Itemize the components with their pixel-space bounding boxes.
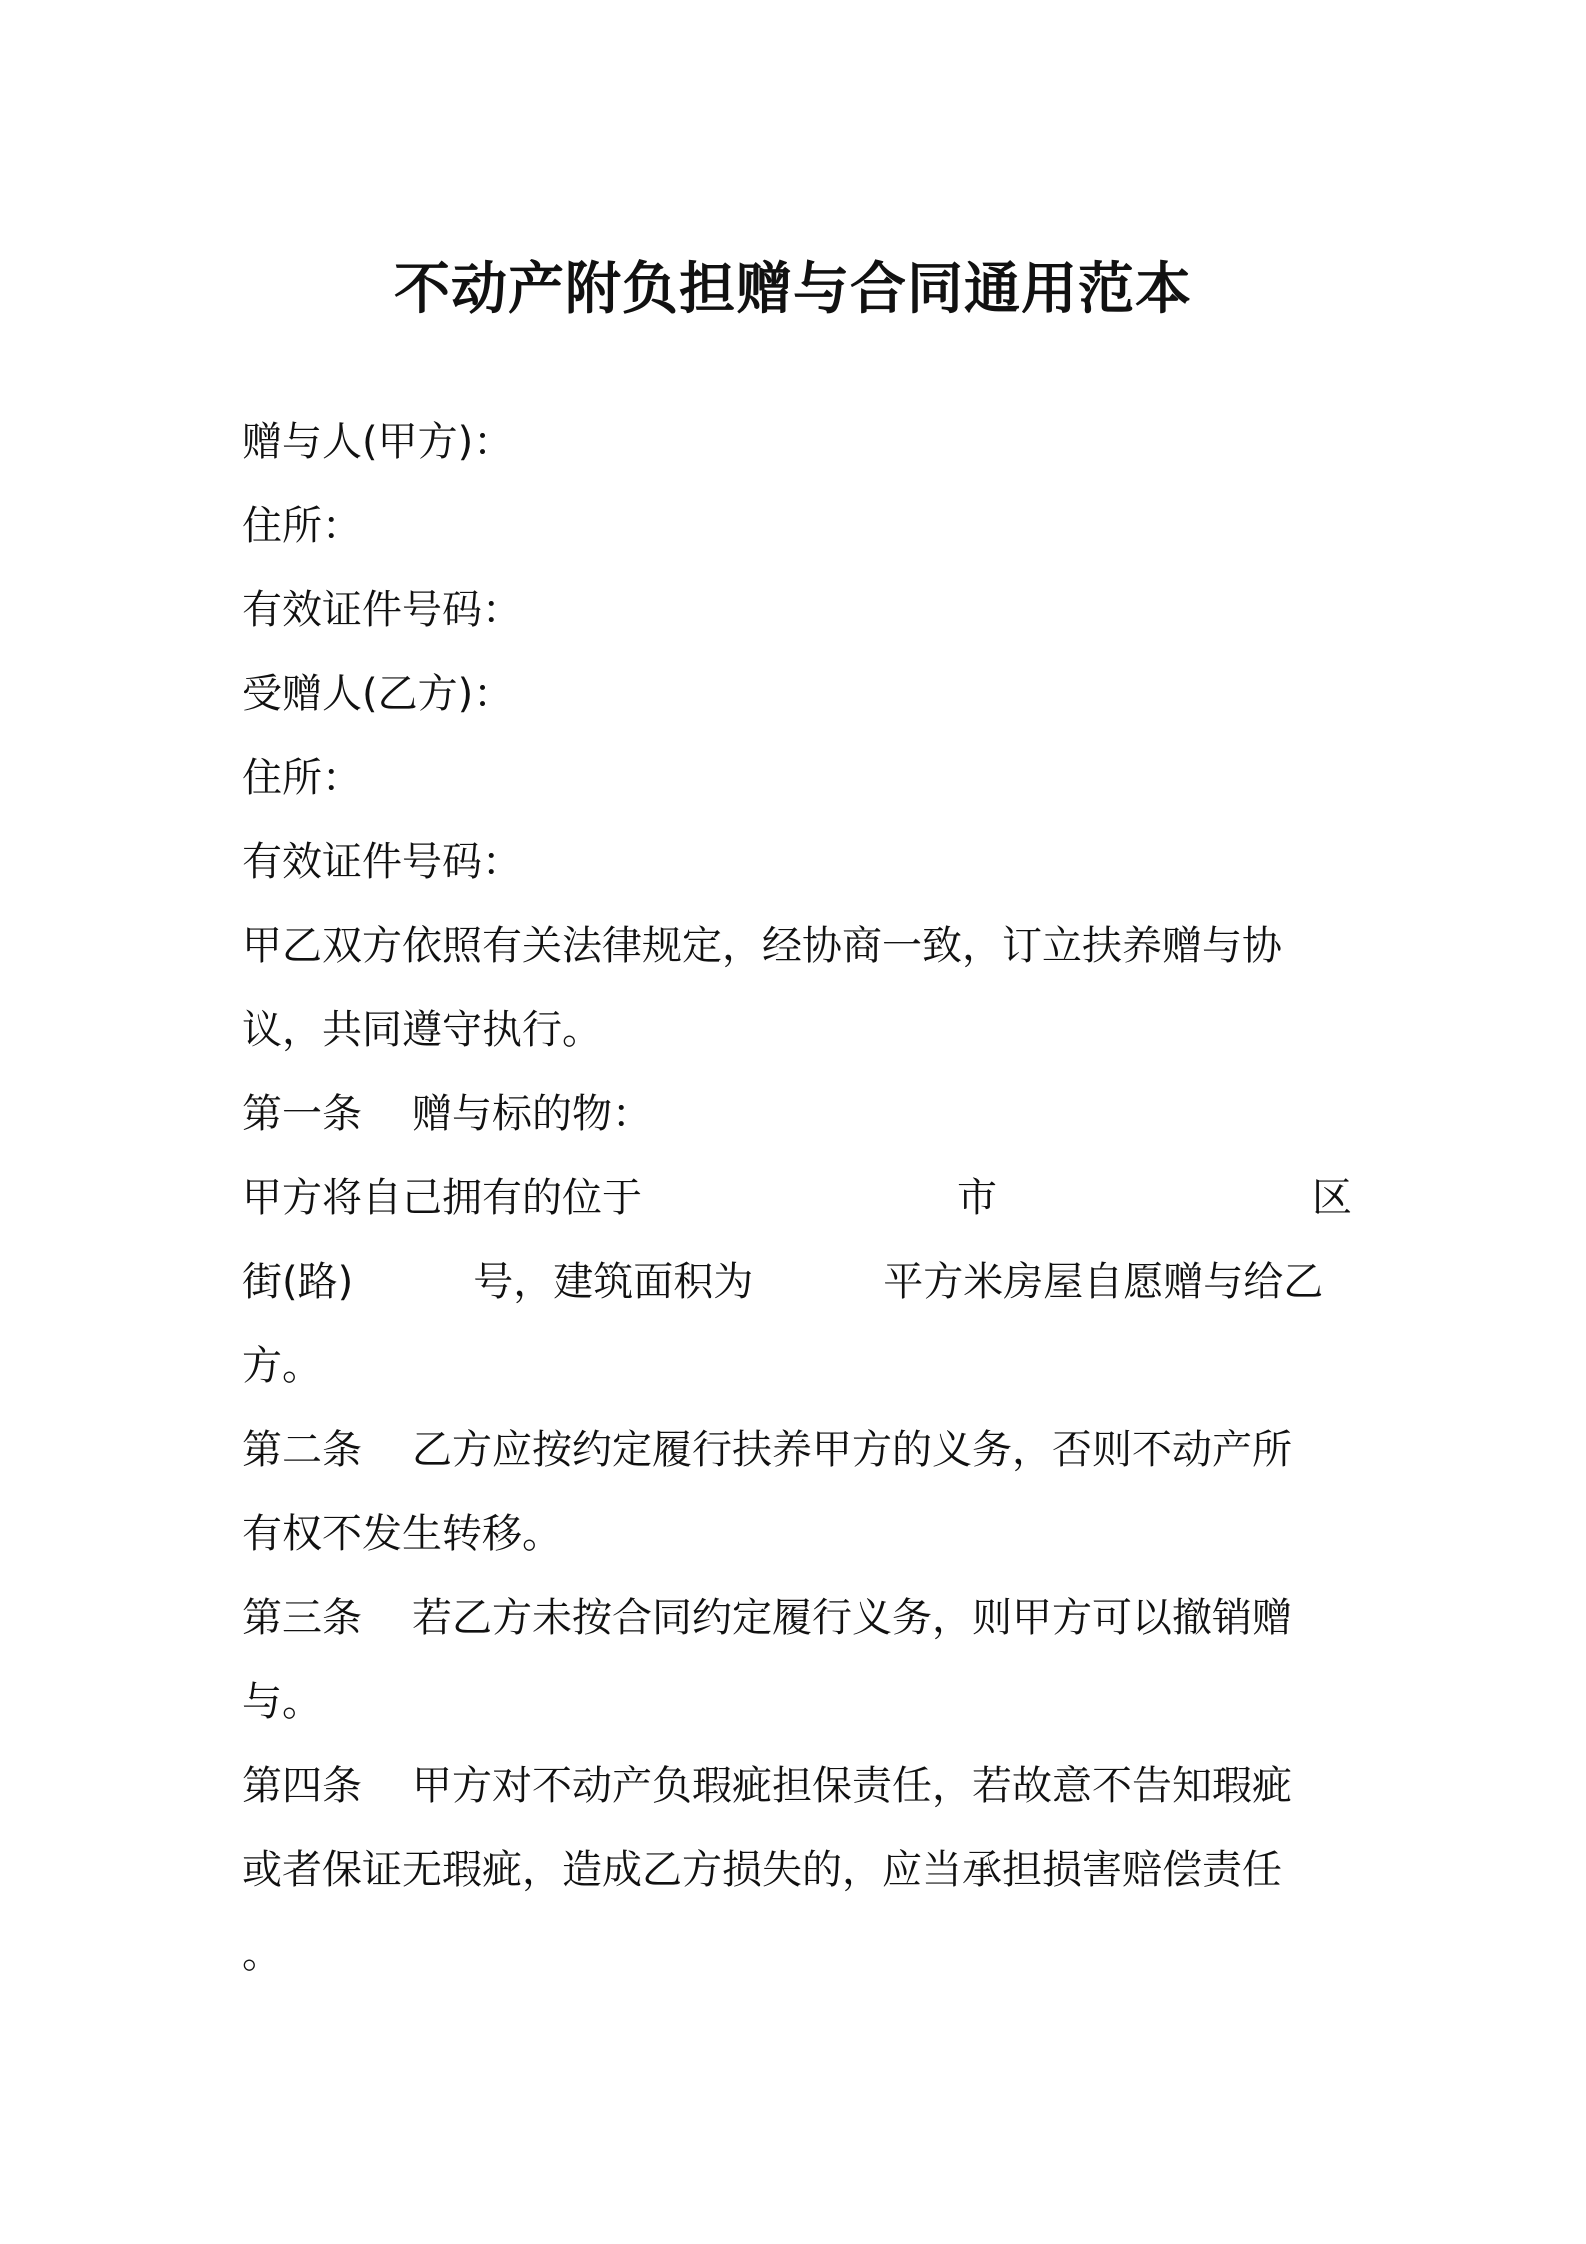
document-body <box>242 400 1352 1996</box>
article-4-number: 第四条 <box>242 1763 362 1809</box>
article-2-line-2: 有权不发生转移。 <box>242 1511 562 1557</box>
article-1-square-meter-text: 平方米房屋自愿赠与给乙 <box>883 1259 1324 1305</box>
article-1-title: 赠与标的物： <box>412 1091 652 1137</box>
article-1-line-3: 方。 <box>242 1343 322 1389</box>
article-1-district-text: 区 <box>1312 1175 1352 1221</box>
article-3-text: 若乙方未按合同约定履行义务，则甲方可以撤销赠 <box>412 1595 1292 1641</box>
article-3-line-1 <box>242 1576 1352 1660</box>
preamble-line-1: 甲乙双方依照有关法律规定，经协商一致，订立扶养赠与协 <box>242 923 1282 969</box>
article-2-text: 乙方应按约定履行扶养甲方的义务，否则不动产所 <box>412 1427 1292 1473</box>
document-title: 不动产附负担赠与合同通用范本 <box>394 257 1192 322</box>
article-1-street-text: 街(路) <box>242 1259 354 1305</box>
article-4-text: 甲方对不动产负瑕疵担保责任，若故意不告知瑕疵 <box>412 1763 1292 1809</box>
article-1-city-text: 市 <box>957 1175 997 1221</box>
donee-id-label: 有效证件号码： <box>242 839 522 885</box>
article-4-line-3: 。 <box>242 1931 282 1977</box>
article-4-line-2: 或者保证无瑕疵，造成乙方损失的，应当承担损害赔偿责任 <box>242 1847 1282 1893</box>
article-3-number: 第三条 <box>242 1595 362 1641</box>
article-1-line-2 <box>242 1240 1352 1324</box>
preamble-line-2: 议，共同遵守执行。 <box>242 1007 602 1053</box>
article-1-heading-line <box>242 1072 1352 1156</box>
donee-address-label: 住所： <box>242 755 362 801</box>
article-2-number: 第二条 <box>242 1427 362 1473</box>
article-2-line-1 <box>242 1408 1352 1492</box>
donor-id-label: 有效证件号码： <box>242 587 522 633</box>
article-1-area-text: 号，建筑面积为 <box>473 1259 754 1305</box>
article-1-location-text: 甲方将自己拥有的位于 <box>242 1175 642 1221</box>
article-1-line-1 <box>242 1156 1352 1240</box>
donor-label: 赠与人(甲方)： <box>242 419 514 465</box>
donor-address-label: 住所： <box>242 503 362 549</box>
article-4-line-1 <box>242 1744 1352 1828</box>
donee-label: 受赠人(乙方)： <box>242 671 514 717</box>
article-1-number: 第一条 <box>242 1091 362 1137</box>
article-3-line-2: 与。 <box>242 1679 322 1725</box>
